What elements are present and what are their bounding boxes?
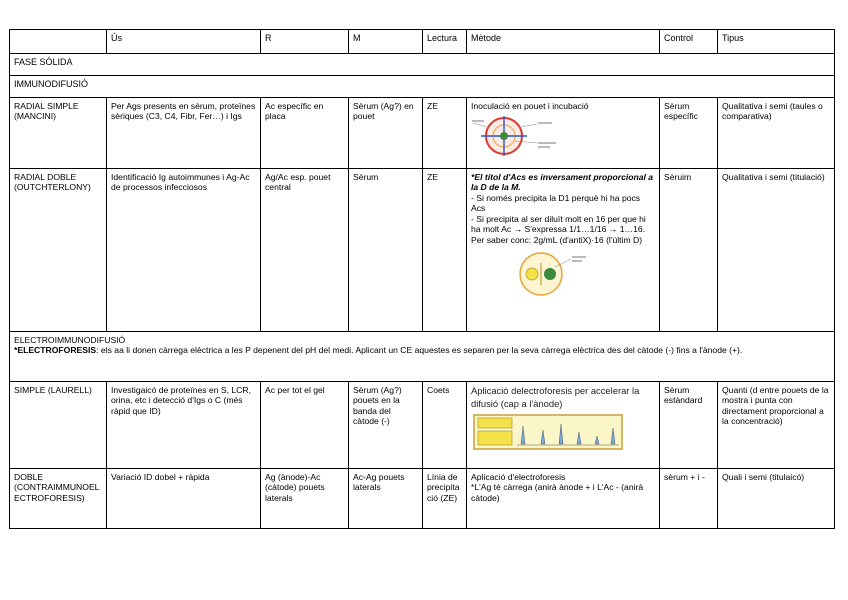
cell-us: Investigaicó de proteïnes en S, LCR, orina, etc i detecció d'Igs o C (més ràpid que ID) <box>107 382 261 469</box>
electroforesis-desc: : els aa li donen càrrega elèctrica a les P depenent del pH del medi. Aplicant un CE aquestes es separen per la seva càrrega elèctrica des del càtode (-) fins a l'ànode (+). <box>96 345 743 356</box>
ouchterlony-diagram <box>511 249 611 297</box>
metode-line: *L'Ag té càrrega (anirà ànode + i L'Ac - (anirà càtode) <box>471 482 644 503</box>
cell-control: Sèruim <box>660 169 718 332</box>
cell-tipus: Quanti (d entre pouets de la mostra i punta con directament proporcional a la concentració) <box>718 382 835 469</box>
laurell-rockets-diagram <box>473 414 623 450</box>
cell-lectura: ZE <box>423 98 467 169</box>
cell-m: Sèrum <box>349 169 423 332</box>
cell-metode <box>467 469 660 529</box>
metode-text: Inoculació en pouet i incubació <box>471 101 589 111</box>
metode-line: - Si precipita al ser diluït molt en 16 per que hi ha molt Ac → S'expressa 1/1…1/16 → 1…16. Per saber conc: 2g/mL (d'antiX)·16 (l'últim D) <box>471 213 646 245</box>
cell-m: Sèrum (Ag?) pouets en la banda del càtode (-) <box>349 382 423 469</box>
cell-metode <box>467 98 660 169</box>
cell-metode <box>467 382 660 469</box>
cell-lectura: ZE <box>423 169 467 332</box>
section-fase-solida: FASE SÓLIDA <box>10 54 835 76</box>
cell-us: Variació ID dobel + ràpida <box>107 469 261 529</box>
cell-us: Identificació Ig autoimmunes i Ag-Ac de processos infecciosos <box>107 169 261 332</box>
cell-control: sèrum + i - <box>660 469 718 529</box>
cell-metode <box>467 169 660 332</box>
section-row <box>10 76 835 98</box>
header-cell: Tipus <box>718 30 835 54</box>
section-row <box>10 54 835 76</box>
header-cell <box>10 30 107 54</box>
cell-control: Sèrum estàndard <box>660 382 718 469</box>
header-cell: R <box>261 30 349 54</box>
table-row <box>10 98 835 169</box>
header-row <box>10 30 835 54</box>
immunodiffusion-table <box>9 29 835 529</box>
header-cell: Control <box>660 30 718 54</box>
section-electroimmunodifusio <box>10 332 835 382</box>
header-cell: Ús <box>107 30 261 54</box>
table-row <box>10 469 835 529</box>
cell-tipus: Qualitativa i semi (titulació) <box>718 169 835 332</box>
cell-tipus: Qualitativa i semi (taules o comparativa) <box>718 98 835 169</box>
cell-m: Sèrum (Ag?) en pouet <box>349 98 423 169</box>
header-cell: M <box>349 30 423 54</box>
section-title: ELECTROIMMUNODIFUSIÓ <box>14 335 126 345</box>
metode-line: Aplicació d'electroforesis <box>471 472 566 482</box>
mancini-diagram <box>471 115 571 157</box>
cell-r: Ac específic en placa <box>261 98 349 169</box>
electroforesis-note <box>14 345 830 355</box>
metode-text: Aplicació delectroforesis per accelerar la difusió (cap a l'ànode) <box>471 385 640 409</box>
cell-lectura: Coets <box>423 382 467 469</box>
cell-tipus: Quali i semi (titulaicó) <box>718 469 835 529</box>
technique-name: RADIAL SIMPLE (MANCINI) <box>10 98 107 169</box>
section-row <box>10 332 835 382</box>
technique-name: SIMPLE (LAURELL) <box>10 382 107 469</box>
cell-lectura: Línia de precipitació (ZE) <box>423 469 467 529</box>
metode-intro: *El títol d'Acs es inversament proporcional a la D de la M. <box>471 172 654 193</box>
metode-line: - Si només precipita la D1 perquè hi ha pocs Acs <box>471 192 641 214</box>
cell-us: Per Ags presents en sèrum, proteïnes sèriques (C3, C4, Fibr, Fer…) i Igs <box>107 98 261 169</box>
electroforesis-term: *ELECTROFORESIS <box>14 345 97 356</box>
cell-r: Ac per tot el gel <box>261 382 349 469</box>
table-row <box>10 169 835 332</box>
section-immunodifusio: IMMUNODIFUSIÓ <box>10 76 835 98</box>
header-cell: Mètode <box>467 30 660 54</box>
table-row <box>10 382 835 469</box>
cell-control: Sèrum específic <box>660 98 718 169</box>
header-cell: Lectura <box>423 30 467 54</box>
cell-r: Ag (ànode)-Ac (càtode) pouets laterals <box>261 469 349 529</box>
technique-name: RADIAL DOBLE (OUTCHTERLONY) <box>10 169 107 332</box>
cell-r: Ag/Ac esp. pouet central <box>261 169 349 332</box>
technique-name: DOBLE (CONTRAIMMUNOELECTROFORESIS) <box>10 469 107 529</box>
cell-m: Ac-Ag pouets laterals <box>349 469 423 529</box>
